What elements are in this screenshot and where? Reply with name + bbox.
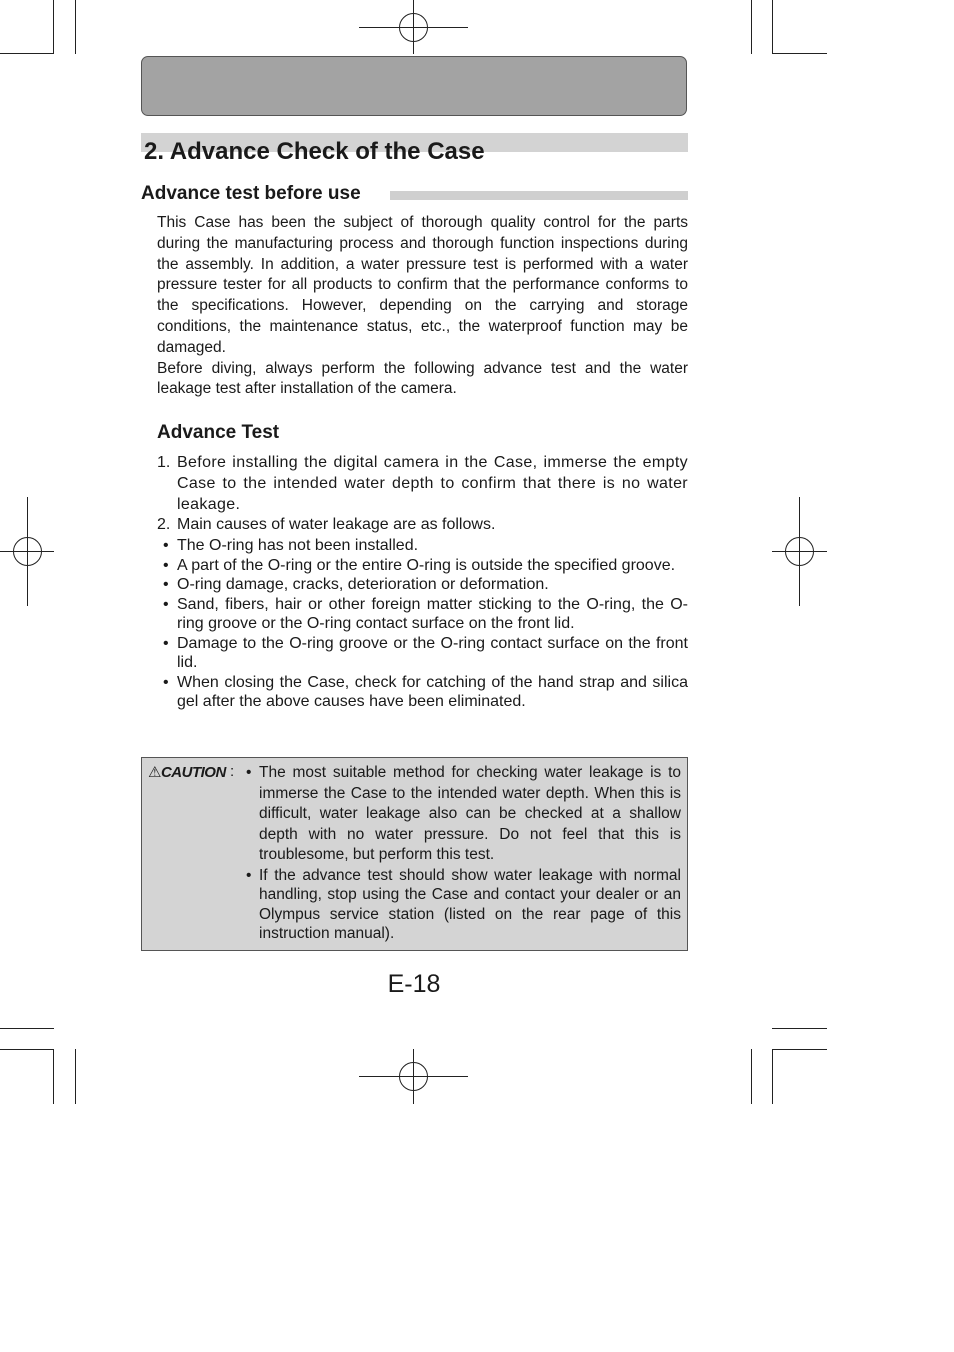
page-number: E-18 — [387, 970, 441, 998]
bullet-icon: • — [163, 673, 169, 691]
list-text: A part of the O-ring or the entire O-ring is outside the specified groove. — [177, 556, 676, 574]
crop-mark — [772, 1028, 827, 1029]
caution-colon: : — [230, 763, 235, 780]
list-text: Before installing the digital camera in the Case, immerse the empty Case to the intended water depth to confirm that there is no water leakage. — [177, 454, 688, 513]
bullet-icon: • — [163, 537, 169, 555]
caution-item-text: The most suitable method for checking water leakage is to immerse the Case to the intended water depth. When this is difficult, water leakage also can be checked at a shallow depth with no water pressure. Do not feel that this is troublesome, but perform this test. — [259, 764, 681, 863]
crop-mark — [751, 1049, 752, 1104]
bullet-icon: • — [163, 576, 169, 594]
list-item — [157, 673, 688, 712]
section-title: 2. Advance Check of the Case — [144, 138, 485, 165]
registration-mark-icon — [772, 497, 827, 606]
bullet-icon: • — [163, 556, 169, 574]
list-marker: 1. — [157, 454, 171, 471]
caution-item — [246, 763, 681, 866]
crop-mark — [772, 0, 773, 54]
registration-mark-icon — [359, 0, 468, 54]
crop-mark — [772, 1049, 773, 1104]
list-text: O-ring damage, cracks, deterioration or deformation. — [177, 576, 549, 594]
crop-mark — [75, 0, 76, 54]
caution-item-text: If the advance test should show water leakage with normal handling, stop using the Case and contact your dealer or an Olympus service station (listed on the rear page of this instruction manual). — [259, 866, 681, 942]
list-text: When closing the Case, check for catching of the hand strap and silica gel after the above causes have been eliminated. — [177, 673, 688, 711]
list-text: Damage to the O-ring groove or the O-ring contact surface on the front lid. — [177, 634, 688, 672]
list-item — [157, 556, 688, 576]
list-text: The O-ring has not been installed. — [177, 537, 419, 555]
list-text: Sand, fibers, hair or other foreign matter sticking to the O-ring, the O-ring groove or the O-ring contact surface on the front lid. — [177, 595, 688, 633]
list-item — [157, 634, 688, 673]
subheading-rule — [390, 191, 688, 200]
crop-mark — [751, 0, 752, 54]
subheading: Advance test before use — [141, 183, 361, 204]
intro-paragraph: Before diving, always perform the following advance test and the water leakage test after installation of the camera. — [157, 359, 688, 398]
crop-mark — [75, 1049, 76, 1104]
bullet-icon: • — [163, 595, 169, 613]
test-heading: Advance Test — [157, 422, 280, 443]
header-bar — [141, 56, 687, 116]
caution-text — [246, 763, 681, 944]
intro-text — [157, 213, 688, 400]
caution-label — [148, 763, 226, 781]
registration-mark-icon — [359, 1049, 468, 1104]
registration-mark-icon — [0, 497, 54, 606]
list-item — [157, 595, 688, 634]
list-text: Main causes of water leakage are as follows. — [177, 516, 496, 534]
bullet-icon: • — [246, 764, 252, 781]
warning-triangle-icon: ⚠ — [148, 764, 161, 781]
list-item — [157, 515, 688, 536]
list-item — [157, 536, 688, 556]
crop-mark — [772, 1049, 827, 1050]
intro-paragraph: This Case has been the subject of thorough quality control for the parts during the manufacturing process and thorough function inspections during the assembly. In addition, a water pressure test is performed with a water pressure tester for all products to confirm that the performance conforms to the specifications. However, depending on the carrying and storage conditions, the maintenance status, etc., the waterproof function may be damaged. — [157, 214, 688, 356]
crop-mark — [0, 1028, 54, 1029]
crop-mark — [0, 53, 54, 54]
crop-mark — [772, 53, 827, 54]
crop-mark — [53, 0, 54, 54]
caution-item — [246, 866, 681, 944]
crop-mark — [0, 1049, 54, 1050]
list-item — [157, 575, 688, 595]
bullet-icon: • — [163, 634, 169, 652]
list-item — [157, 453, 688, 515]
crop-mark — [53, 1049, 54, 1104]
bullet-icon: • — [246, 866, 252, 884]
caution-word: CAUTION — [160, 764, 226, 781]
list-marker: 2. — [157, 516, 171, 534]
advance-test-list — [157, 453, 688, 712]
